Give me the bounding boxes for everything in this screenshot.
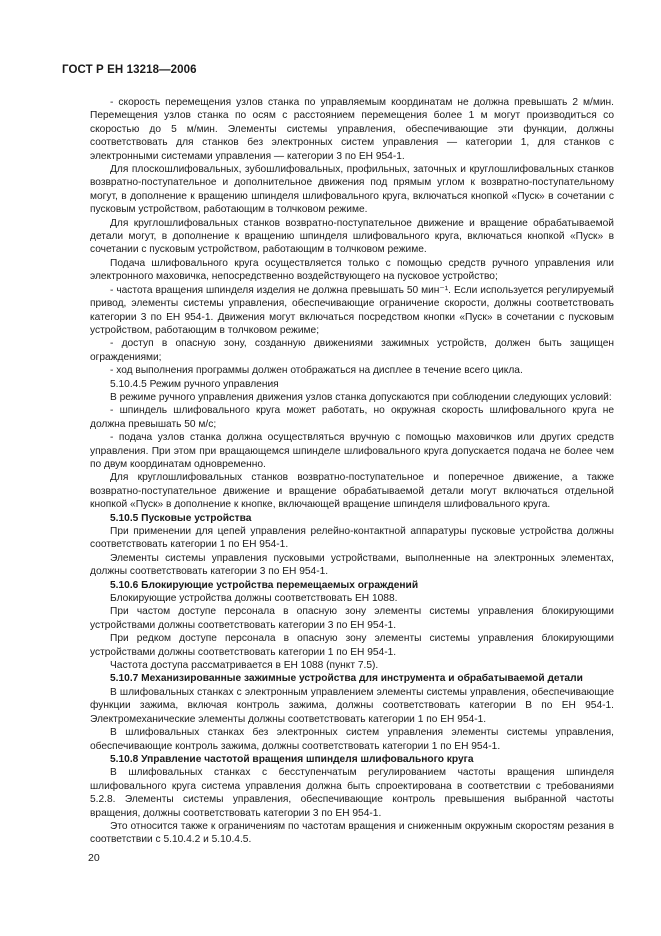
paragraph: Для круглошлифовальных станков возвратно-поступательное движение и вращение обрабатываемой детали могут, в дополнение к вращению шпинделя шлифовального круга, включаться кнопкой «Пуск» в сочетании с пусковым устройством, работающим в толчковом режиме.: [90, 217, 614, 256]
paragraph: Для круглошлифовальных станков возвратно-поступательное и поперечное движение, а также возвратно-поступательное движение и вращение обрабатываемой детали могут включаться отдельной кнопкой «Пуск» в дополнение к кнопке, включающей вращение шпинделя шлифовального круга.: [90, 472, 614, 511]
paragraph: - подача узлов станка должна осуществляться вручную с помощью маховичков или других средств управления. При этом при вращающемся шпинделе шлифовального круга допускается подача не более чем по двум координатам одновременно.: [90, 432, 614, 470]
paragraph: При частом доступе персонала в опасную зону элементы системы управления блокирующими устройствами должны соответствовать категории 3 по ЕН 954-1.: [90, 606, 614, 631]
section-heading-5-10-6: 5.10.6 Блокирующие устройства перемещаемых ограждений: [110, 579, 419, 591]
paragraph: Это относится также к ограничениям по частотам вращения и сниженным окружным скоростям резания в соответствии с 5.10.4.2 и 5.10.4.5.: [90, 820, 614, 846]
paragraph: Для плоскошлифовальных, зубошлифовальных, профильных, заточных и круглошлифовальных станков возвратно-поступательное и дополнительное движения под прямым углом к возвратно-поступательному могут, в дополнение к вращению шпинделя шлифовального круга, включаться кнопкой «Пуск» в сочетании с пусковым устройством, работающим в толчковом режиме.: [90, 164, 614, 216]
paragraph: - скорость перемещения узлов станка по управляемым координатам не должна превышать 2 м/мин. Перемещения узлов станка по осям с расстоянием перемещения более 1 м могут производиться со скоростью до 5 м/мин. Элементы системы управления, обеспечивающие эти функции, должны соответствовать для станков без электронных систем управления — категории 1, для станков с электронными системами управления — категории 3 по ЕН 954-1.: [90, 97, 614, 162]
document-header: ГОСТ Р ЕН 13218—2006: [62, 64, 197, 76]
paragraph: - шпиндель шлифовального круга может работать, но окружная скорость шлифовального круга не должна превышать 50 м/с;: [90, 405, 614, 430]
paragraph: В режиме ручного управления движения узлов станка допускаются при соблюдении следующих условий:: [110, 391, 612, 403]
paragraph: - ход выполнения программы должен отображаться на дисплее в течение всего цикла.: [110, 365, 523, 377]
paragraph: В шлифовальных станках с бесступенчатым регулированием частоты вращения шпинделя шлифовального круга система управления должна быть спроектирована в соответствии с требованиями 5.2.8. Элементы системы управления, обеспечивающие контроль превышения выбранной частоты вращения, должны соответствовать категории 3 по ЕН 954-1.: [90, 767, 614, 819]
section-heading-5-10-8: 5.10.8 Управление частотой вращения шпинделя шлифовального круга: [110, 753, 474, 765]
paragraph: В шлифовальных станках с электронным управлением элементы системы управления, обеспечивающие функции зажима, включая контроль зажима, должны соответствовать категории В по ЕН 954-1. Электромеханические элементы должны соответствовать категории 1 по ЕН 954-1.: [90, 686, 614, 725]
subsection-heading-5-10-4-5: 5.10.4.5 Режим ручного управления: [110, 378, 279, 390]
paragraph: Частота доступа рассматривается в ЕН 1088 (пункт 7.5).: [110, 660, 379, 672]
paragraph: При редком доступе персонала в опасную зону элементы системы управления блокирующими устройствами должны соответствовать категории 1 по ЕН 954-1.: [90, 633, 614, 658]
section-heading-5-10-5: 5.10.5 Пусковые устройства: [110, 512, 252, 524]
section-heading-5-10-7: 5.10.7 Механизированные зажимные устройства для инструмента и обрабатываемой детали: [110, 673, 583, 685]
paragraph: Подача шлифовального круга осуществляется только с помощью средств ручного управления или электронного маховичка, непосредственно воздействующего на пусковое устройство;: [90, 257, 614, 283]
paragraph: Блокирующие устройства должны соответствовать ЕН 1088.: [110, 593, 398, 605]
paragraph: - частота вращения шпинделя изделия не должна превышать 50 мин⁻¹. Если используется регулируемый привод, элементы системы управления, обеспечивающие ограничение скорости, должны соответствовать категории 3 по ЕН 954-1. Движения могут включаться посредством кнопки «Пуск» в сочетании с пусковым устройством, работающим в толчковом режиме;: [90, 284, 614, 336]
paragraph: В шлифовальных станках без электронных систем управления элементы системы управления, обеспечивающие контроль зажима, должны соответствовать категории 1 по ЕН 954-1.: [90, 727, 614, 752]
page-number: 20: [88, 852, 100, 864]
paragraph: При применении для цепей управления релейно-контактной аппаратуры пусковые устройства должны соответствовать категории 1 по ЕН 954-1.: [90, 526, 614, 551]
paragraph: Элементы системы управления пусковыми устройствами, выполненные на электронных элементах, должны соответствовать категории 3 по ЕН 954-1.: [90, 552, 614, 578]
document-body: [90, 96, 614, 847]
paragraph: - доступ в опасную зону, созданную движениями зажимных устройств, должен быть защищен ограждениями;: [90, 338, 614, 363]
